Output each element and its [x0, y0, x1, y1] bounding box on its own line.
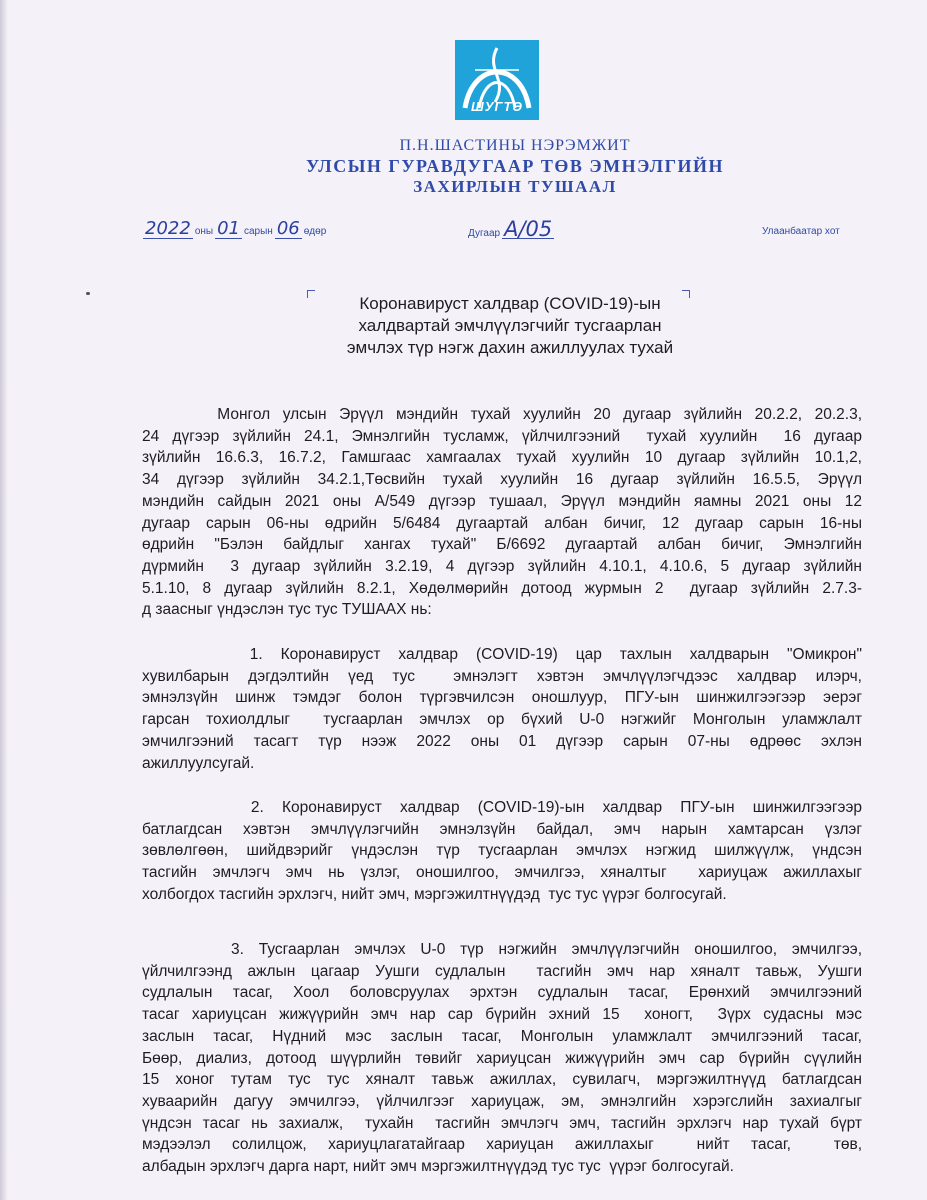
- paragraph-line: 24 дүгээр зүйлийн 24.1, Эмнэлгийн тусламж, үйлчилгээний тухай хуулийн 16 дугаар: [142, 427, 862, 445]
- paragraph-line: өдрийн "Бэлэн байдлыг хангах тухай" Б/6692 дугаартай албан бичиг, Эмнэлгийн: [142, 536, 862, 554]
- hospital-logo: [455, 40, 539, 120]
- paragraph-line: мэдээлэл солилцож, хариуцлагатайгаар хариуцан ажиллахыг нийт тасаг, төв,: [142, 1136, 862, 1154]
- paragraph-line: Бөөр, диализ, дотоод шүүрлийн төвийг хариуцсан жижүүрийн эмч сар бүрийн сүүлийн: [142, 1049, 862, 1067]
- paragraph-line: хуваарийн дагуу эмчилгээ, үйлчилгээг хариуцаж, эм, эмнэлгийн хэрэгслийн захиалгыг: [142, 1092, 862, 1110]
- paragraph-line: судлалын тасаг, Хоол боловсруулах эрхтэн судлалын тасаг, Ерөнхий эмчилгээний: [142, 984, 862, 1002]
- logo-text: ШУГТЭ: [471, 99, 523, 114]
- paragraph-line: гарсан тохиолдлыг тусгаарлан эмчлэх ор бүхий U-0 нэгжийг Монголын уламжлалт: [142, 711, 862, 729]
- header-line-1: П.Н.ШАСТИНЫ НЭРЭМЖИТ: [399, 137, 631, 154]
- header-line-3: ЗАХИРЛЫН ТУШААЛ: [413, 177, 617, 196]
- paragraph-line: 1. Коронавируст халдвар (COVID-19) цар тахлын халдварын "Омикрон": [142, 646, 862, 663]
- paragraph-line: албадын эрхлэгч дарга нарт, нийт эмч мэргэжилтнүүдэд тус тус үүрэг болгосугай.: [142, 1158, 734, 1176]
- year-label: оны: [194, 226, 214, 237]
- order-title: [300, 293, 720, 359]
- day-label: өдөр: [303, 226, 327, 237]
- clause-3-paragraph: [142, 939, 862, 1178]
- clause-2-paragraph: [142, 797, 862, 906]
- header-line-2: УЛСЫН ГУРАВДУГААР ТӨВ ЭМНЭЛГИЙН: [305, 156, 725, 176]
- paragraph-line: зүйлийн 16.6.3, 16.7.2, Гамшгаас хамгаалах тухай хуулийн 10 дугаар зүйлийн 10.1,2,: [142, 449, 862, 467]
- paragraph-line: үндсэн тасаг нь захиалж, тухайн тасгийн эмчлэгч эмч, тасгийн эрхлэгч нар тухай бүрт: [142, 1114, 862, 1132]
- paragraph-line: хувилбарын дэгдэлтийн үед тус эмнэлэгт хэвтэн эмчлүүлэгчдээс халдвар илэрч,: [142, 667, 862, 685]
- paragraph-line: 2. Коронавируст халдвар (COVID-19)-ын халдвар ПГУ-ын шинжилгээгээр: [142, 799, 862, 816]
- paragraph-line: дүрмийн 3 дугаар зүйлийн 3.2.19, 4 дүгээр зүйлийн 4.10.1, 4.10.6, 5 дугаар зүйлийн: [142, 557, 862, 575]
- paragraph-line: тасаг хариуцсан жижүүрийн эмч нар сар бүрийн эхний 15 хоногт, Зүрх судасны мэс: [142, 1006, 862, 1024]
- paragraph-line: зөвлөлгөөн, шийдвэрийг үндэслэн түр тусгаарлан эмчлэх нэгжид шилжүүлж, үндсэн: [142, 842, 862, 860]
- order-number: A/05: [504, 217, 553, 241]
- paragraph-line: мэндийн сайдын 2021 оны A/549 дүгээр тушаал, Эрүүл мэндийн яамны 2021 оны 12: [142, 492, 862, 510]
- date-month: 01: [217, 218, 240, 239]
- title-line: халдвартай эмчлүүлэгчийг тусгаарлан: [358, 316, 662, 335]
- paragraph-line: д заасныг үндэслэн тус тус ТУШААХ нь:: [142, 601, 432, 619]
- date-year: 2022: [145, 218, 191, 239]
- city-label: Улаанбаатар хот: [762, 226, 840, 237]
- paragraph-line: ажиллуулсугай.: [142, 754, 255, 772]
- month-label: сарын: [244, 226, 273, 237]
- paragraph-line: тасгийн эмчлэгч эмч нь үзлэг, оношилгоо, эмчилгээ, хяналтыг хариуцаж ажиллахыг: [142, 864, 862, 882]
- date-line: [143, 220, 328, 239]
- paragraph-line: дугаар сарын 06-ны өдрийн 5/6484 дугаартай албан бичиг, 12 дугаар сарын 16-ны: [142, 514, 862, 532]
- title-line: Коронавируст халдвар (COVID-19)-ын: [359, 294, 661, 313]
- paragraph-line: Монгол улсын Эрүүл мэндийн тухай хуулийн 20 дугаар зүйлийн 20.2.2, 20.2.3,: [142, 406, 862, 423]
- paragraph-line: 3. Тусгаарлан эмчлэх U-0 түр нэгжийн эмчлүүлэгчийн оношилгоо, эмчилгээ,: [142, 941, 862, 958]
- paragraph-line: 15 хоног тутам тус тус хяналт тавьж ажиллах, сувилагч, мэргэжилтнүүд батлагдсан: [142, 1071, 862, 1089]
- paragraph-line: холбогдох тасгийн эрхлэгч, нийт эмч, мэргэжилтнүүдэд тус тус үүрэг болгосугай.: [142, 885, 727, 903]
- order-number-line: [466, 217, 554, 241]
- date-day: 06: [276, 218, 300, 239]
- paragraph-line: үйлчилгээнд ажлын цагаар Уушги судлалын тасгийн эмч нар хяналт тавьж, Уушги: [142, 962, 862, 980]
- preamble-paragraph: [142, 404, 862, 621]
- title-line: эмчлэх түр нэгж дахин ажиллуулах тухай: [346, 338, 674, 357]
- paragraph-line: эмчилгээний тасагт түр нээж 2022 оны 01 дүгээр сарын 07-ны өдрөөс эхлэн: [142, 732, 862, 750]
- paragraph-line: батлагдсан хэвтэн эмчлүүлэгчийн эмнэлзүйн байдал, эмч нарын хамтарсан үзлэг: [142, 820, 862, 838]
- ink-speck: [86, 292, 90, 295]
- page-edge: [0, 0, 8, 1200]
- paragraph-line: эмнэлзүйн шинж тэмдэг болон түргэвчилсэн оношлуур, ПГУ-ын шинжилгээгээр эерэг: [142, 689, 862, 707]
- clause-1-paragraph: [142, 644, 862, 774]
- paragraph-line: 34 дүгээр зүйлийн 34.2.1,Төсвийн тухай хуулийн 16 дугаар зүйлийн 16.5.5, Эрүүл: [142, 471, 862, 489]
- paragraph-line: 5.1.10, 8 дугаар зүйлийн 8.2.1, Хөдөлмөрийн дотоод журмын 2 дугаар зүйлийн 2.7.3-: [142, 579, 862, 597]
- number-label: Дугаар: [468, 228, 501, 239]
- paragraph-line: заслын тасаг, Нүдний мэс заслын тасаг, Монголын уламжлалт эмчилгээний тасаг,: [142, 1027, 862, 1045]
